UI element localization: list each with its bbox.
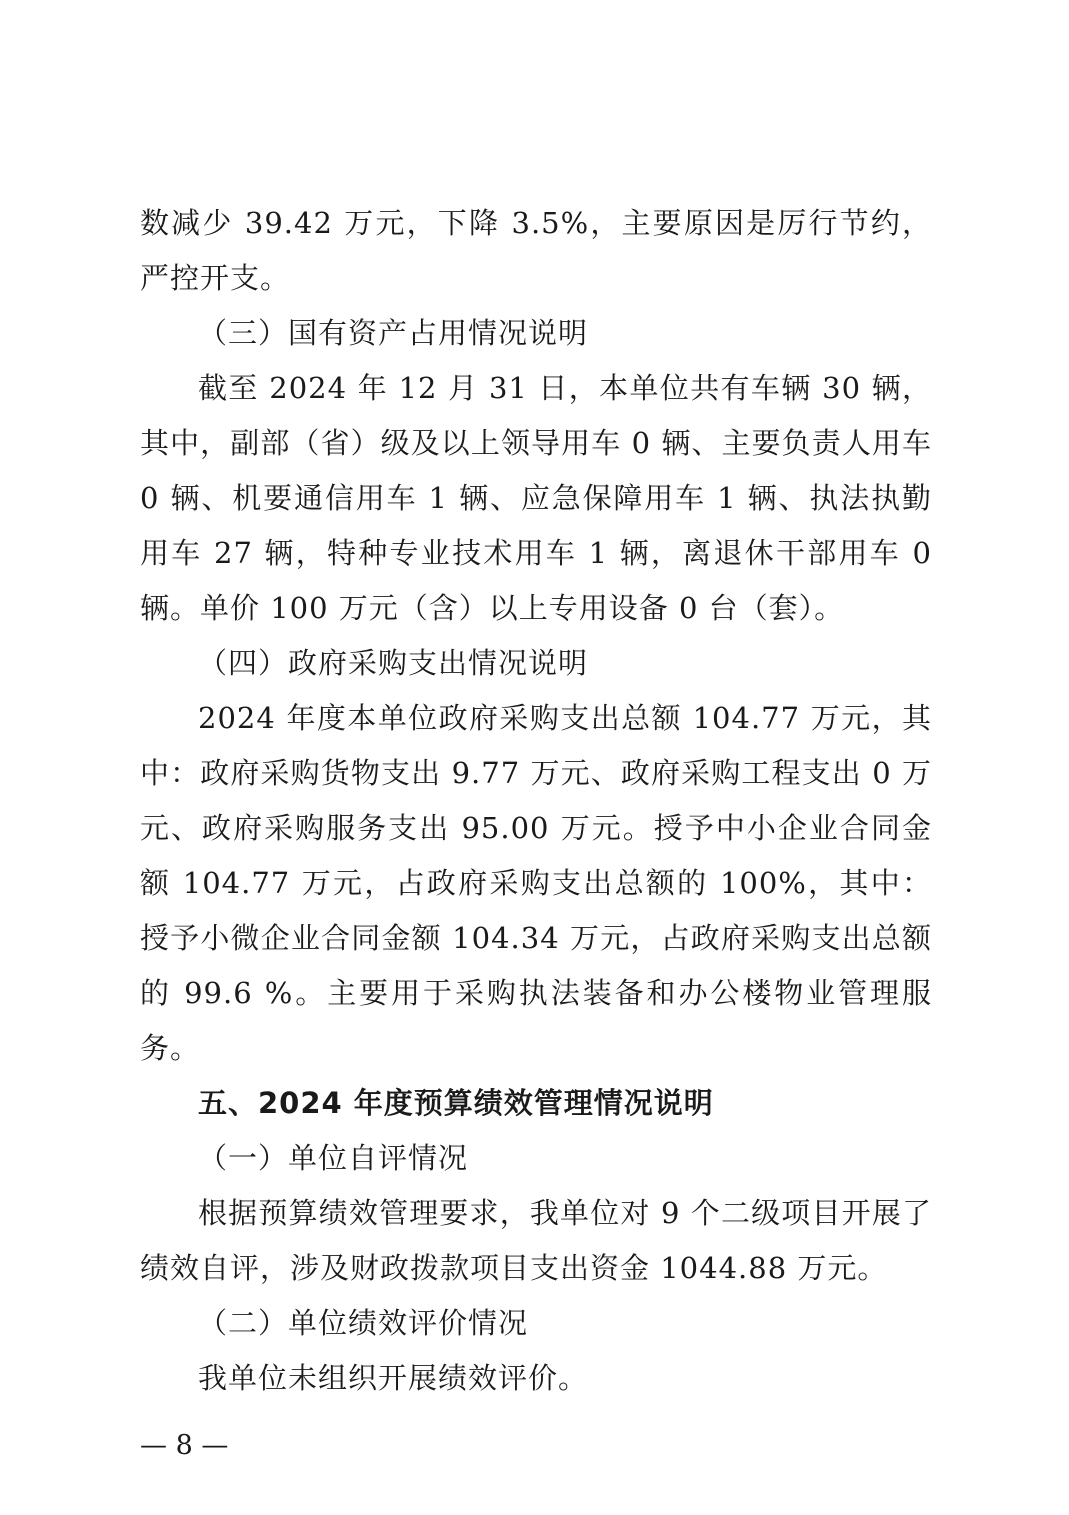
- subheading-unit-evaluation: （二）单位绩效评价情况: [198, 1306, 529, 1340]
- document-body: [140, 196, 932, 1406]
- page-number: — 8 —: [140, 1430, 229, 1461]
- paragraph-state-assets: 截至 2024 年 12 月 31 日，本单位共有车辆 30 辆，其中，副部（省）级及以上领导用车 0 辆、主要负责人用车 0 辆、机要通信用车 1 辆、应急保障用车 1 辆、执法执勤用车 27 辆，特种专业技术用车 1 辆，离退休干部用车 0 辆。单价 100 万元（含）以上专用设备 0 台（套）。: [140, 371, 932, 625]
- paragraph-government-procurement: 2024 年度本单位政府采购支出总额 104.77 万元，其中：政府采购货物支出 9.77 万元、政府采购工程支出 0 万元、政府采购服务支出 95.00 万元。授予中小企业合同金额 104.77 万元，占政府采购支出总额的 100%，其中：授予小微企业合同金额 104.34 万元，占政府采购支出总额的 99.6 %。主要用于采购执法装备和办公楼物业管理服务。: [140, 701, 932, 1065]
- paragraph-self-evaluation: 根据预算绩效管理要求，我单位对 9 个二级项目开展了绩效自评，涉及财政拨款项目支出资金 1044.88 万元。: [140, 1196, 932, 1285]
- subheading-state-assets: （三）国有资产占用情况说明: [198, 316, 589, 350]
- paragraph-budget-decrease: 数减少 39.42 万元，下降 3.5%，主要原因是厉行节约，严控开支。: [140, 206, 932, 295]
- subheading-self-evaluation: （一）单位自评情况: [198, 1141, 469, 1175]
- paragraph-unit-evaluation: 我单位未组织开展绩效评价。: [198, 1361, 589, 1395]
- heading-performance-management: 五、2024 年度预算绩效管理情况说明: [198, 1086, 714, 1120]
- subheading-government-procurement: （四）政府采购支出情况说明: [198, 646, 589, 680]
